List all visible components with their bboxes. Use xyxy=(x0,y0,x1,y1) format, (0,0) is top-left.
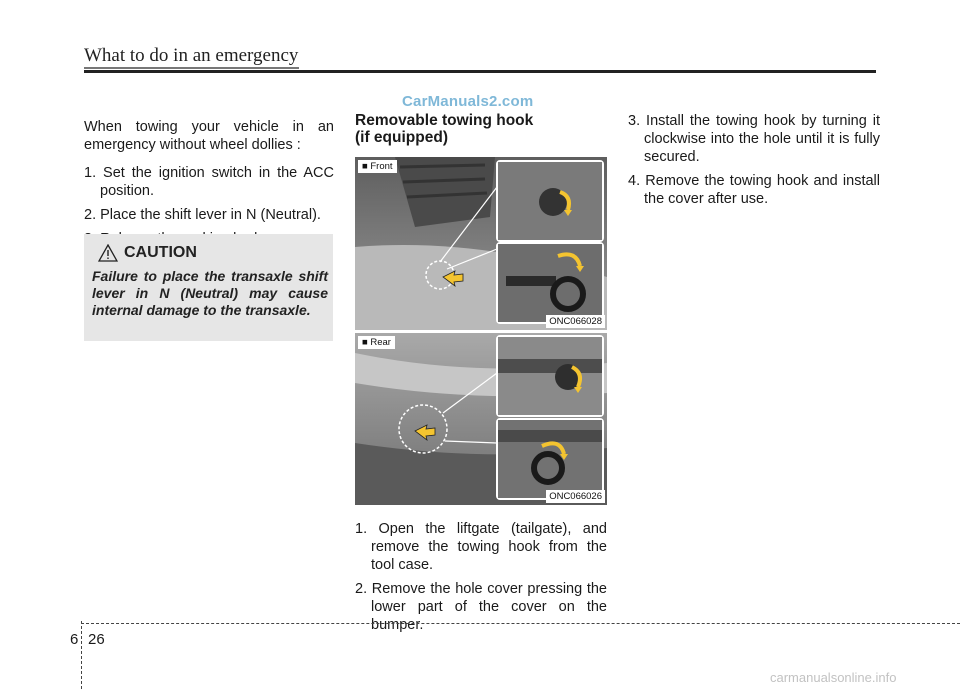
watermark-top: CarManuals2.com xyxy=(402,93,534,110)
inset-install-hook xyxy=(496,242,604,324)
rear-install-hook-illustration xyxy=(498,420,602,498)
hook-steps-part1 xyxy=(355,520,607,634)
caution-header xyxy=(98,244,197,262)
warning-triangle-icon xyxy=(98,244,118,262)
step-item: 3. Install the towing hook by turning it clockwise into the hole until it is fully secured. xyxy=(628,113,880,165)
step-item: 1. Open the liftgate (tailgate), and remove the towing hook from the tool case. xyxy=(355,521,607,573)
column-2-steps xyxy=(355,520,607,640)
column-3-steps xyxy=(628,112,880,214)
install-hook-illustration xyxy=(498,244,602,322)
towing-intro: When towing your vehicle in an emergency without wheel dollies : xyxy=(84,119,334,153)
hook-steps-part2 xyxy=(628,112,880,208)
watermark-bottom: carmanualsonline.info xyxy=(770,670,897,685)
figure-rear-towing-hook xyxy=(355,333,607,505)
footer-divider xyxy=(81,621,82,689)
section-title-line1: Removable towing hook xyxy=(355,112,534,129)
figure-front-label: ■ Front xyxy=(358,160,397,173)
inset-hole-cover xyxy=(496,160,604,242)
chapter-number: 6 xyxy=(70,631,79,648)
caution-box xyxy=(84,234,333,341)
step-item: 4. Remove the towing hook and install the cover after use. xyxy=(628,173,880,207)
figure-front-towing-hook xyxy=(355,157,607,330)
hole-cover-illustration xyxy=(498,162,602,240)
inset-rear-install-hook xyxy=(496,418,604,500)
step-item: 2. Remove the hole cover pressing the lower part of the cover on the bumper. xyxy=(355,581,607,633)
step-item: 1. Set the ignition switch in the ACC position. xyxy=(84,165,334,199)
inset-rear-hole-cover xyxy=(496,335,604,417)
section-title xyxy=(355,112,607,146)
figure-rear-label: ■ Rear xyxy=(358,336,395,349)
caution-text: Failure to place the transaxle shift lever in N (Neutral) may cause internal damage to the transaxle. xyxy=(92,268,328,318)
footer-rule xyxy=(81,623,960,624)
page-header-title: What to do in an emergency xyxy=(84,45,299,66)
section-title-line2: (if equipped) xyxy=(355,129,448,146)
rear-hole-cover-illustration xyxy=(498,337,602,415)
caution-title: CAUTION xyxy=(124,244,197,261)
header-rule xyxy=(84,70,876,73)
header-accent-rule xyxy=(84,67,299,69)
column-2-heading xyxy=(355,112,607,152)
step-item: 2. Place the shift lever in N (Neutral). xyxy=(84,207,321,223)
figure-front-code: ONC066028 xyxy=(546,315,605,328)
figure-rear-code: ONC066026 xyxy=(546,490,605,503)
page-number: 26 xyxy=(88,631,105,648)
